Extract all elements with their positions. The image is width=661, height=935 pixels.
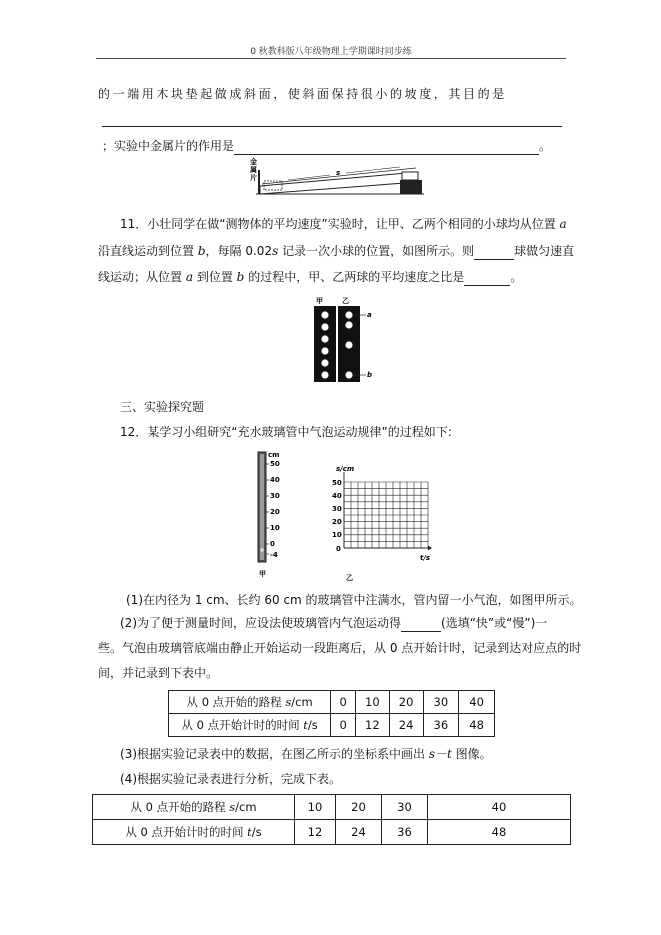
q11-var-a2: a bbox=[185, 270, 193, 284]
section-title: 三、实验探究题 bbox=[120, 400, 205, 414]
q11-var-b2: b bbox=[236, 270, 245, 284]
q11-line1 bbox=[120, 216, 567, 232]
table-cell[interactable]: 10 bbox=[295, 795, 336, 820]
grid-ytick-50: 50 bbox=[332, 479, 342, 487]
q12-p3 bbox=[120, 746, 492, 762]
table-cell[interactable]: 12 bbox=[295, 820, 336, 845]
tube-tick-0: 0 bbox=[270, 540, 275, 548]
table-cell[interactable]: 40 bbox=[459, 691, 495, 714]
tube-figure-label: 甲 bbox=[259, 570, 266, 578]
strip-label-jia: 甲 bbox=[316, 297, 323, 305]
q12-p2-line2: 些。气泡由玻璃管底端由静止开始运动一段距离后，从 0 点开始计时，记录到达对应点的时 bbox=[98, 641, 582, 655]
metal-label-2: 属 bbox=[250, 166, 257, 174]
table-cell[interactable]: 48 bbox=[459, 714, 495, 737]
page-header: 0 秋教科版八年级物理上学期课时同步练 bbox=[250, 47, 412, 57]
tube-tick-50: 50 bbox=[270, 460, 280, 468]
incline-figure bbox=[250, 156, 430, 204]
table-cell[interactable]: 0 bbox=[331, 714, 356, 737]
tube-tick-10: 10 bbox=[270, 524, 280, 532]
q12-p4: (4)根据实验记录表进行分析，完成下表。 bbox=[120, 772, 341, 786]
q11-var-b: b bbox=[197, 244, 206, 258]
q12-p3-b: 图像。 bbox=[451, 747, 492, 761]
q12-intro: 12．某学习小组研究“充水玻璃管中气泡运动规律”的过程如下: bbox=[120, 425, 452, 439]
q10-line1: 的一端用木块垫起做成斜面，使斜面保持很小的坡度，其目的是 bbox=[98, 87, 507, 101]
table-cell[interactable]: 12 bbox=[356, 714, 390, 737]
q11-period: 。 bbox=[510, 270, 523, 284]
q12-p2-line1 bbox=[120, 615, 547, 632]
q10-prefix: ； bbox=[102, 139, 115, 153]
table-cell[interactable]: 24 bbox=[336, 820, 382, 845]
table-row bbox=[169, 691, 495, 714]
q11-line1-text: 11．小壮同学在做“测物体的平均速度”实验时，让甲、乙两个相同的小球均从位置 bbox=[120, 217, 556, 231]
tube-tick-20: 20 bbox=[270, 508, 280, 516]
tube-tick-neg4: -4 bbox=[270, 551, 278, 559]
table-row bbox=[93, 820, 571, 845]
q12-answer-blank-fast-slow[interactable] bbox=[401, 615, 441, 632]
table-cell[interactable]: 30 bbox=[423, 691, 459, 714]
tube-figure bbox=[252, 450, 292, 580]
strip-label-yi: 乙 bbox=[342, 297, 349, 305]
grid-ytick-0: 0 bbox=[336, 545, 341, 553]
q11-line2-b: ，每隔 0.02 bbox=[205, 244, 273, 258]
grid-ytick-20: 20 bbox=[332, 518, 342, 526]
ball-strips-figure bbox=[310, 296, 380, 384]
q12-p2-line3: 间，并记录到下表中。 bbox=[98, 666, 219, 680]
tube-tick-40: 40 bbox=[270, 476, 280, 484]
analysis-table bbox=[92, 794, 571, 845]
q10-period: 。 bbox=[539, 139, 552, 153]
q10-line2 bbox=[102, 138, 551, 155]
grid-ylabel: s/cm bbox=[336, 465, 355, 473]
q11-line2-d: 球做匀速直 bbox=[514, 244, 575, 258]
tube-tick-30: 30 bbox=[270, 492, 280, 500]
q11-answer-blank-1[interactable] bbox=[474, 243, 514, 260]
q10-answer-blank-1[interactable] bbox=[102, 126, 562, 127]
q12-p2-a: (2)为了便于测量时间，应设法使玻璃管内气泡运动得 bbox=[120, 616, 402, 630]
table-cell[interactable]: 24 bbox=[389, 714, 423, 737]
table-row-label: 从 0 点开始计时的时间 t/s bbox=[93, 820, 295, 845]
table-cell[interactable]: 30 bbox=[382, 795, 428, 820]
grid-ytick-30: 30 bbox=[332, 505, 342, 513]
grid-ytick-40: 40 bbox=[332, 492, 342, 500]
pos-label-b: b bbox=[367, 371, 373, 379]
grid-lines bbox=[344, 482, 428, 548]
record-table bbox=[168, 690, 495, 737]
q11-line2-c: 记录一次小球的位置，如图所示。则 bbox=[278, 244, 475, 258]
table-cell[interactable]: 10 bbox=[356, 691, 390, 714]
table-cell[interactable]: 40 bbox=[428, 795, 571, 820]
header-rule bbox=[96, 58, 566, 59]
table-cell[interactable]: 36 bbox=[382, 820, 428, 845]
q11-line3-b: 到位置 bbox=[196, 270, 233, 284]
q11-line2-a: 沿直线运动到位置 bbox=[98, 244, 195, 258]
q12-p3-a: (3)根据实验记录表中的数据，在图乙所示的坐标系中画出 bbox=[120, 747, 429, 761]
table-cell[interactable]: 20 bbox=[389, 691, 423, 714]
q12-p3-var: s－t bbox=[428, 747, 452, 761]
q11-line2 bbox=[98, 243, 574, 260]
tube-unit: cm bbox=[268, 451, 280, 459]
table-cell[interactable]: 0 bbox=[331, 691, 356, 714]
table-cell[interactable]: 48 bbox=[428, 820, 571, 845]
table-cell[interactable]: 36 bbox=[423, 714, 459, 737]
q11-line3 bbox=[98, 269, 522, 286]
q12-p1: (1)在内径为 1 cm、长约 60 cm 的玻璃管中注满水，管内留一小气泡，如图甲所示。 bbox=[126, 593, 582, 607]
grid-figure-label: 乙 bbox=[346, 574, 353, 582]
q11-line3-a: 线运动；从位置 bbox=[98, 270, 183, 284]
q12-p2-b: (选填“快”或“慢”)一 bbox=[441, 616, 548, 630]
table-row-label: 从 0 点开始的路程 s/cm bbox=[93, 795, 295, 820]
table-row bbox=[93, 795, 571, 820]
metal-label-3: 片 bbox=[250, 174, 257, 182]
table-cell[interactable]: 20 bbox=[336, 795, 382, 820]
metal-label-1: 金 bbox=[250, 158, 257, 166]
air-bubble bbox=[260, 548, 264, 552]
q11-var-s: s bbox=[272, 244, 279, 258]
q10-answer-blank-2[interactable] bbox=[234, 138, 539, 155]
table-row bbox=[169, 714, 495, 737]
q10-text2: 实验中金属片的作用是 bbox=[114, 139, 235, 153]
table-row-label: 从 0 点开始的路程 s/cm bbox=[169, 691, 331, 714]
table-row-label: 从 0 点开始计时的时间 t/s bbox=[169, 714, 331, 737]
grid-xlabel: t/s bbox=[420, 554, 431, 562]
grid-figure bbox=[322, 462, 434, 582]
q11-line3-c: 的过程中，甲、乙两球的平均速度之比是 bbox=[248, 270, 465, 284]
q11-var-a: a bbox=[559, 217, 567, 231]
q11-answer-blank-2[interactable] bbox=[464, 269, 510, 286]
pos-label-a: a bbox=[367, 311, 372, 319]
s-label: s bbox=[336, 169, 341, 177]
grid-ytick-10: 10 bbox=[332, 531, 342, 539]
